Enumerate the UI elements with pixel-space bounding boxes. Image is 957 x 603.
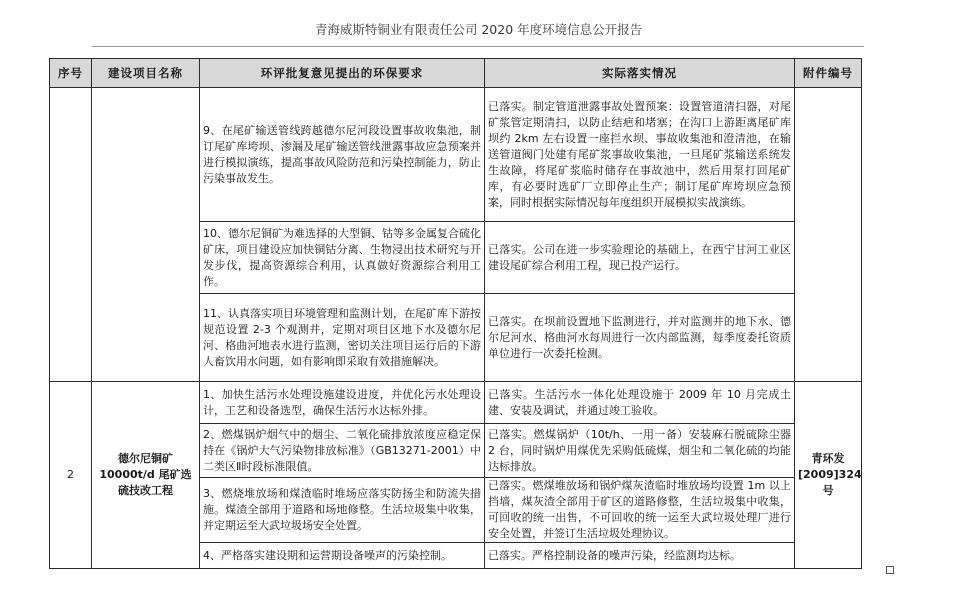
column-header-status: 实际落实情况 (485, 59, 795, 88)
header-rule (92, 46, 864, 47)
report-header: 青海威斯特铜业有限责任公司 2020 年度环境信息公开报告 (314, 22, 643, 37)
requirement-cell: 1、加快生活污水处理设施建设进度，并优化污水处理设计，工艺和设备选型，确保生活污水达标外排。 (200, 382, 485, 424)
requirement-cell: 3、燃烧堆放场和煤渣临时堆场应落实防扬尘和防流失措施。煤渣全部用于道路和场地修整。生活垃圾集中收集，并定期运至大武垃圾场安全处置。 (200, 478, 485, 543)
requirement-cell: 9、在尾矿输送管线跨越德尔尼河段设置事故收集池，制订尾矿库垮坝、渗漏及尾矿输送管线泄露事故应急预案并进行模拟演练，提高事故风险防范和污染控制能力，防止污染事故发生。 (200, 88, 485, 222)
status-cell: 已落实。制定管道泄露事故处置预案：设置管道清扫器，对尾矿浆管定期清扫，以防止结疤和堵塞；在沟口上游距离尾矿库坝约 2km 左右设置一座拦水坝、事故收集池和澄清池，在输送管道阀门处建有尾矿浆事故收集池，一旦尾矿浆输送系统发生故障，将尾矿浆临时储存在事故池中，然后用泵打回尾矿库，有必要时选矿厂立即停止生产；制订尾矿库垮坝应急预案，同时根据实际情况每年度组织开展模拟实战演练。 (485, 88, 795, 222)
project-name-cell: 德尔尼铜矿 10000t/d 尾矿选硫技改工程 (92, 382, 200, 569)
project-name-cell (92, 88, 200, 382)
column-header-project: 建设项目名称 (92, 59, 200, 88)
paragraph-mark (886, 566, 894, 574)
table-header-row (50, 59, 862, 88)
column-header-attachment: 附件编号 (795, 59, 862, 88)
status-cell: 已落实。在坝前设置地下监测进行，并对监测井的地下水、德尔尼河水、格曲河水每周进行一次内部监测，每季度委托资质单位进行一次委托检测。 (485, 294, 795, 382)
attachment-cell: 青环发[2009]324 号 (795, 382, 862, 569)
environmental-requirements-table (49, 58, 862, 569)
requirement-cell: 11、认真落实项目环境管理和监测计划，在尾矿库下游按规范设置 2-3 个观测井，定期对项目区地下水及德尔尼河、格曲河地表水进行监测，密切关注项目运行后的下游人畜饮用水问题，如有影响即采取有效措施解决。 (200, 294, 485, 382)
row-no-cell (50, 88, 92, 382)
column-header-requirement: 环评批复意见提出的环保要求 (200, 59, 485, 88)
requirement-cell: 10、德尔尼铜矿为难选择的大型铜、钴等多金属复合硫化矿床，项目建设应加快铜钴分离、生物浸出技术研究与开发步伐，提高资源综合利用，认真做好资源综合利用工作。 (200, 222, 485, 294)
requirement-cell: 4、严格落实建设期和运营期设备噪声的污染控制。 (200, 543, 485, 569)
status-cell: 已落实。生活污水一体化处理设施于 2009 年 10 月完成土建、安装及调试，并通过竣工验收。 (485, 382, 795, 424)
status-cell: 已落实。公司在进一步实验理论的基础上，在西宁甘河工业区建设尾矿综合利用工程，现已投产运行。 (485, 222, 795, 294)
table-row (50, 382, 862, 424)
attachment-cell (795, 88, 862, 382)
table-row (50, 88, 862, 222)
column-header-no: 序号 (50, 59, 92, 88)
requirement-cell: 2、燃煤锅炉烟气中的烟尘、二氧化硫排放浓度应稳定保持在《锅炉大气污染物排放标准》（GB13271-2001）中二类区Ⅱ时段标准限值。 (200, 424, 485, 478)
status-cell: 已落实。严格控制设备的噪声污染，经监测均达标。 (485, 543, 795, 569)
row-no-cell: 2 (50, 382, 92, 569)
status-cell: 已落实。燃煤锅炉（10t/h、一用一备）安装麻石脱硫除尘器 2 台，同时锅炉用煤优先采购低硫煤，烟尘和二氧化硫的均能达标排放。 (485, 424, 795, 478)
status-cell: 已落实。燃煤堆放场和锅炉煤灰渣临时堆放场均设置 1m 以上挡墙，煤灰渣全部用于矿区的道路修整，生活垃圾集中收集，可回收的统一出售，不可回收的统一运至大武垃圾处理厂进行安全处置，并签订生活垃圾处理协议。 (485, 478, 795, 543)
